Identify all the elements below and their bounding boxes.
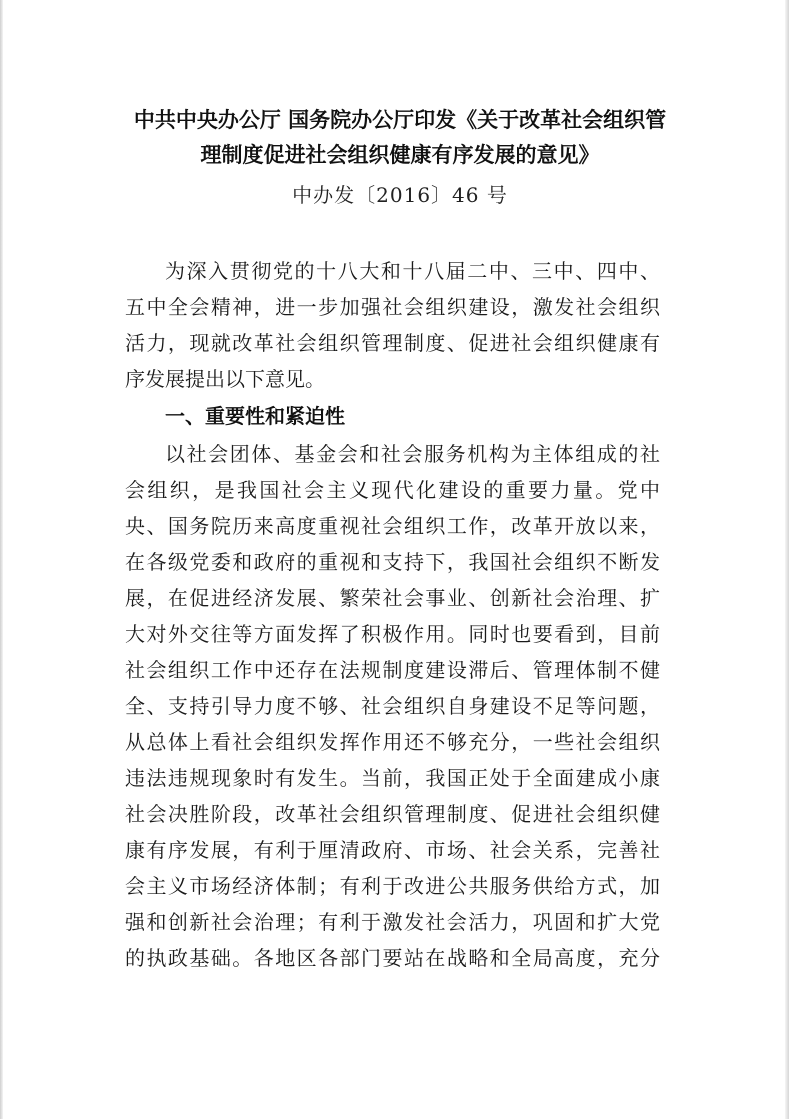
section-1-line: 从总体上看社会组织发挥作用还不够充分，一些社会组织 [125,730,660,754]
section-1-line: 以社会团体、基金会和社会服务机构为主体组成的社 [165,442,660,466]
section-1-line: 会主义市场经济体制；有利于改进公共服务供给方式，加 [125,874,660,898]
section-1-line: 在各级党委和政府的重视和支持下，我国社会组织不断发 [125,550,660,574]
document-title-line-2: 理制度促进社会组织健康有序发展的意见》 [200,143,600,167]
section-1-line: 强和创新社会治理；有利于激发社会活力，巩固和扩大党 [125,910,660,934]
intro-line: 为深入贯彻党的十八大和十八届二中、三中、四中、 [165,259,660,283]
section-1-line: 违法违规现象时有发生。当前，我国正处于全面建成小康 [125,766,660,790]
document-number: 中办发〔2016〕46 号 [292,183,508,207]
section-1-heading: 一、重要性和紧迫性 [165,404,345,428]
section-1-line: 社会决胜阶段，改革社会组织管理制度、促进社会组织健 [125,802,660,826]
intro-line: 序发展提出以下意见。 [125,367,325,391]
intro-line: 五中全会精神，进一步加强社会组织建设，激发社会组织 [125,295,660,319]
section-1-line: 展，在促进经济发展、繁荣社会事业、创新社会治理、扩 [125,586,660,610]
section-1-line: 大对外交往等方面发挥了积极作用。同时也要看到，目前 [125,622,660,646]
section-1-line: 社会组织工作中还存在法规制度建设滞后、管理体制不健 [125,658,660,682]
section-1-line: 康有序发展，有利于厘清政府、市场、社会关系，完善社 [125,838,660,862]
section-1-line: 全、支持引导力度不够、社会组织自身建设不足等问题， [125,694,660,718]
section-1-line: 会组织，是我国社会主义现代化建设的重要力量。党中 [125,478,660,502]
section-1-line: 的执政基础。各地区各部门要站在战略和全局高度，充分 [125,946,660,970]
document-title-line-1: 中共中央办公厅 国务院办公厅印发《关于改革社会组织管 [133,108,667,132]
page-edge-left [0,0,3,1119]
intro-line: 活力，现就改革社会组织管理制度、促进社会组织健康有 [125,331,660,355]
section-1-line: 央、国务院历来高度重视社会组织工作，改革开放以来， [125,514,660,538]
page-edge-right [785,0,789,1119]
